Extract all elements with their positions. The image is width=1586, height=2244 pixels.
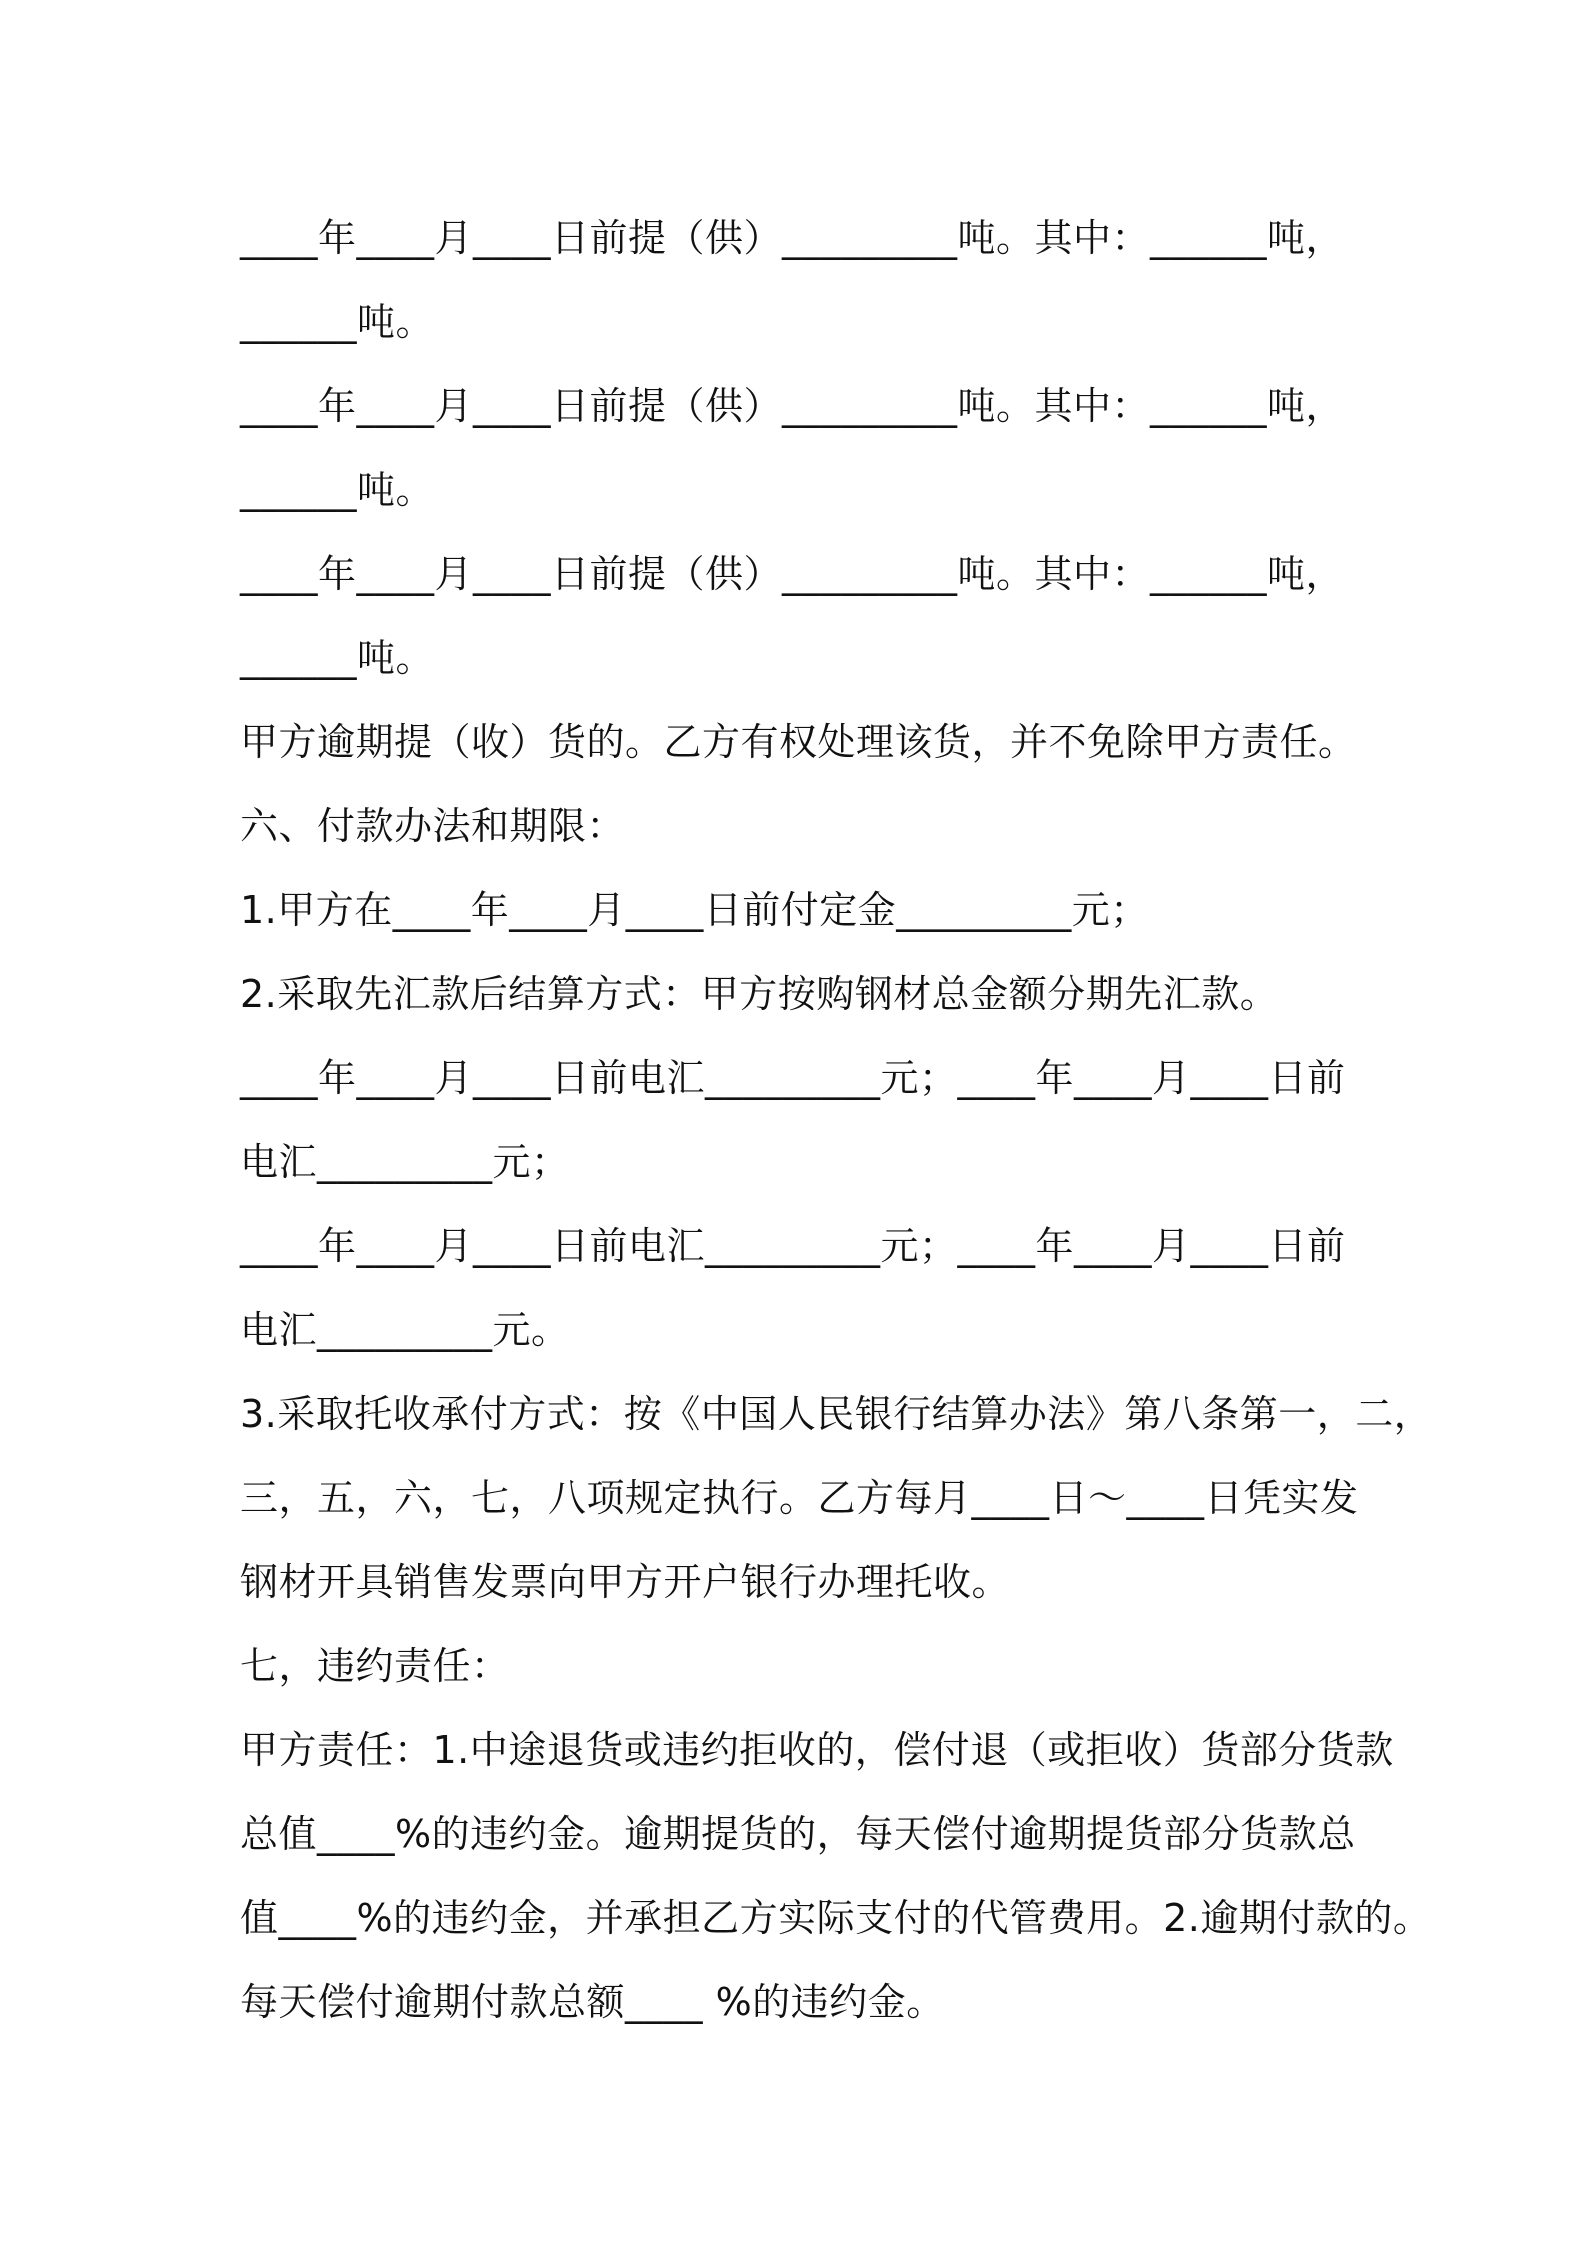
text-line: 值____%的违约金，并承担乙方实际支付的代管费用。2.逾期付款的。 xyxy=(240,1896,1432,1940)
document-body xyxy=(240,196,1433,2044)
text-line: ____年____月____日前提（供）_________吨。其中：______吨， xyxy=(240,384,1345,428)
text-line: ______吨。 xyxy=(240,636,435,680)
text-line: 钢材开具销售发票向甲方开户银行办理托收。 xyxy=(240,1560,1011,1604)
text-line: ____年____月____日前提（供）_________吨。其中：______吨， xyxy=(240,552,1345,596)
text-line: 电汇_________元。 xyxy=(240,1308,570,1352)
text-line: 甲方责任：1.中途退货或违约拒收的，偿付退（或拒收）货部分货款 xyxy=(240,1728,1394,1772)
section-heading: 七，违约责任： xyxy=(240,1644,510,1688)
text-line: 电汇_________元； xyxy=(240,1140,570,1184)
text-line: ____年____月____日前电汇_________元；____年____月____日前 xyxy=(240,1056,1346,1100)
text-line: ____年____月____日前电汇_________元；____年____月____日前 xyxy=(240,1224,1346,1268)
text-line: ______吨。 xyxy=(240,468,435,512)
text-line: 甲方逾期提（收）货的。乙方有权处理该货，并不免除甲方责任。 xyxy=(240,720,1357,764)
text-line: 1.甲方在____年____月____日前付定金_________元； xyxy=(240,888,1149,932)
text-line: 每天偿付逾期付款总额____ %的违约金。 xyxy=(240,1980,945,2024)
text-line: 三，五，六，七，八项规定执行。乙方每月____日～____日凭实发 xyxy=(240,1476,1359,1520)
text-line: 总值____%的违约金。逾期提货的，每天偿付逾期提货部分货款总 xyxy=(240,1812,1356,1856)
text-line: 3.采取托收承付方式：按《中国人民银行结算办法》第八条第一，二， xyxy=(240,1392,1433,1436)
text-line: ______吨。 xyxy=(240,300,435,344)
section-heading: 六、付款办法和期限： xyxy=(240,804,626,848)
text-line: 2.采取先汇款后结算方式：甲方按购钢材总金额分期先汇款。 xyxy=(240,972,1279,1016)
text-line: ____年____月____日前提（供）_________吨。其中：______吨， xyxy=(240,216,1345,260)
